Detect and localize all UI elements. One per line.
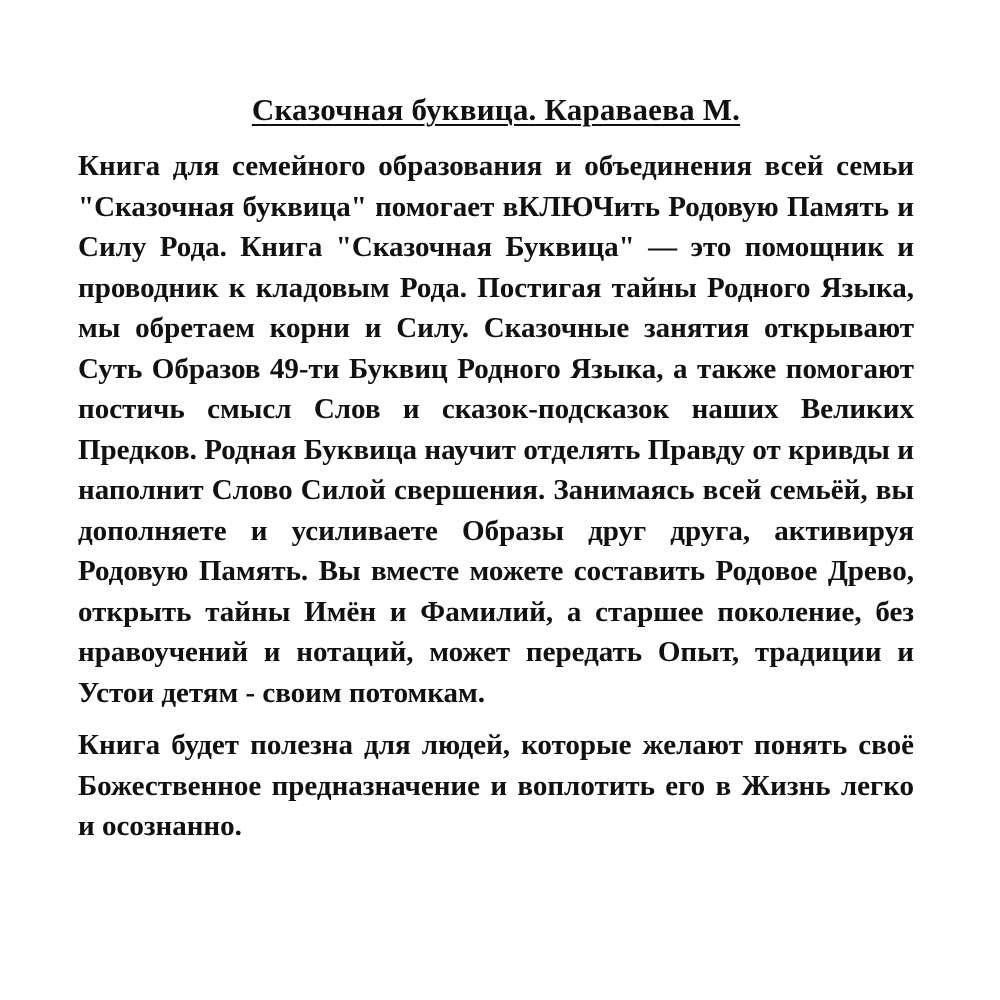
document-page	[78, 92, 914, 847]
description-paragraph-2: Книга будет полезна для людей, которые желают понять своё Божественное предназначение и воплотить его в Жизнь легко и осознанно.	[78, 729, 914, 842]
document-title: Сказочная буквица. Караваева М.	[251, 92, 741, 127]
description-paragraph-1: Книга для семейного образования и объединения всей семьи "Сказочная буквица" помогает вКЛЮЧить Родовую Память и Силу Рода. Книга "Сказочная Буквица" — это помощник и проводник к кладовым Рода. Постигая тайны Родного Языка, мы обретаем корни и Силу. Сказочные занятия открывают Суть Образов 49-ти Буквиц Родного Языка, а также помогают постичь смысл Слов и сказок-подсказок наших Великих Предков. Родная Буквица научит отделять Правду от кривды и наполнит Слово Силой свершения. Занимаясь всей семьёй, вы дополняете и усиливаете Образы друг друга, активируя Родовую Память. Вы вместе можете составить Родовое Древо, открыть тайны Имён и Фамилий, а старшее поколение, без нравоучений и нотаций, может передать Опыт, традиции и Устои детям - своим потомкам.	[78, 150, 914, 709]
